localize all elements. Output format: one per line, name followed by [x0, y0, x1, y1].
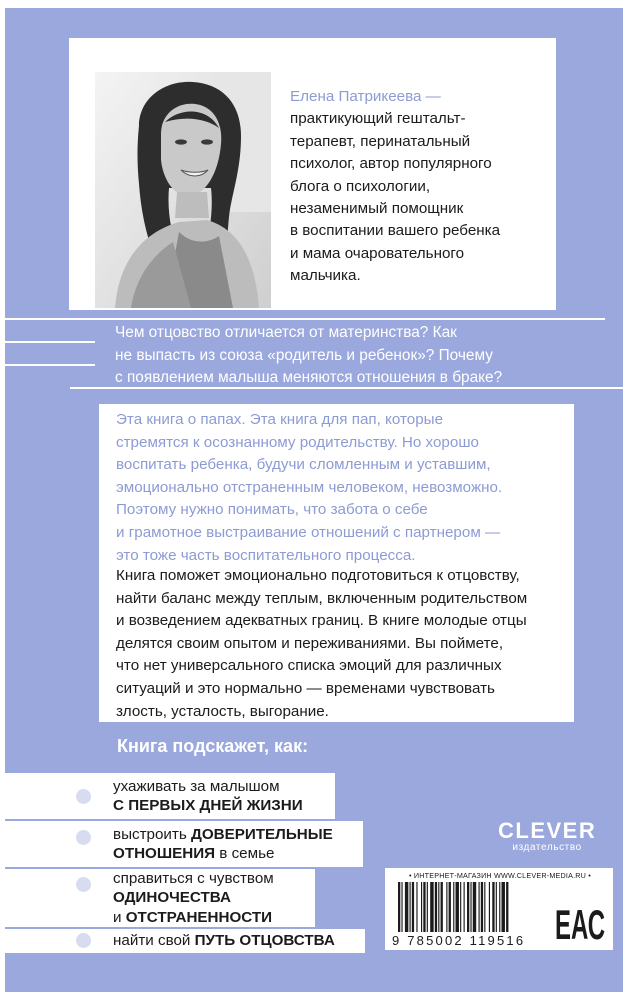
barcode-bar [460, 882, 461, 932]
divider-line [5, 364, 95, 366]
barcode-bar [496, 882, 497, 932]
barcode-bar [446, 882, 447, 932]
bio-line: незаменимый помощник [290, 200, 464, 218]
bio-line: и мама очаровательного [290, 244, 465, 262]
barcode-bar [499, 882, 500, 932]
body-paragraph [116, 565, 572, 723]
divider-line [5, 318, 605, 320]
tip-line: С ПЕРВЫХ ДНЕЙ ЖИЗНИ [113, 797, 303, 815]
barcode-bar [421, 882, 422, 932]
author-name: Елена Патрикеева — [290, 88, 441, 105]
tip-item [5, 821, 363, 867]
barcode-bar [489, 882, 490, 932]
intro-line: это тоже часть воспитательного процесса. [116, 546, 416, 564]
author-bio [290, 86, 545, 288]
intro-line: стремятся к осознанному родительству. Но хорошо [116, 433, 479, 451]
barcode-bar [427, 882, 428, 932]
intro-line: эмоционально отстраненным человеком, невозможно. [116, 478, 503, 496]
bullet-icon [75, 932, 92, 949]
barcode-bar [441, 882, 443, 932]
publisher-logo [498, 820, 596, 854]
bio-line: в воспитании вашего ребенка [290, 222, 501, 240]
barcode-bar [479, 882, 480, 932]
tip-line: найти свой ПУТЬ ОТЦОВСТВА [113, 932, 335, 949]
intro-line: Поэтому нужно понимать, что забота о себе [116, 501, 428, 519]
divider-line [5, 341, 95, 343]
barcode-bar [481, 882, 483, 932]
tip-line: выстроить ДОВЕРИТЕЛЬНЫЕ [113, 826, 333, 843]
barcode-bar [423, 882, 425, 932]
bio-line: мальчика. [290, 267, 361, 285]
svg-text:ЕАС: ЕАС [555, 901, 605, 945]
question-line: Чем отцовство отличается от материнства? Как [115, 324, 457, 341]
bio-line: терапевт, перинатальный [290, 132, 471, 150]
barcode-bar [470, 882, 471, 932]
barcode-bar [464, 882, 465, 932]
shop-url: • ИНТЕРНЕТ-МАГАЗИН WWW.CLEVER-MEDIA.RU • [409, 871, 591, 880]
hint-title: Книга подскажет, как: [117, 736, 309, 756]
barcode-icon [398, 882, 546, 932]
barcode-bar [430, 882, 433, 932]
publisher-sub: издательство [512, 842, 582, 853]
question-line: с появлением малыша меняются отношения в браке? [115, 369, 503, 387]
intro-paragraph [116, 409, 572, 567]
body-line: делятся своим опытом и переживаниями. Вы поймете, [116, 634, 504, 652]
tip-line: ОТНОШЕНИЯ в семье [113, 845, 275, 863]
intro-line: и грамотное выстраивание отношений с партнером — [116, 523, 501, 541]
body-line: что нет универсального списка эмоций для различных [116, 657, 502, 675]
barcode-bar [435, 882, 437, 932]
body-line: злость, усталость, выгорание. [116, 702, 329, 720]
body-line: найти баланс между теплым, включенным родительством [116, 589, 528, 607]
barcode-bar [492, 882, 494, 932]
body-line: Книга поможет эмоционально подготовиться к отцовству, [116, 567, 520, 584]
questions-block [115, 322, 575, 390]
question-line: не выпасть из союза «родитель и ребенок»? Почему [115, 346, 493, 364]
barcode-bar [449, 882, 451, 932]
tip-line: справиться с чувством [113, 870, 274, 887]
tip-line: ОДИНОЧЕСТВА [113, 889, 231, 907]
bullet-icon [75, 876, 92, 893]
bullet-icon [75, 788, 92, 805]
intro-line: Эта книга о папах. Эта книга для пап, которые [116, 411, 444, 428]
barcode-bar [456, 882, 459, 932]
barcode-bar [416, 882, 417, 932]
author-photo [95, 72, 271, 308]
intro-line: воспитать ребенка, будучи сломленным и уставшим, [116, 456, 491, 474]
barcode-bar [412, 882, 414, 932]
eac-mark-icon [555, 893, 607, 945]
body-line: ситуаций и это нормально — временами чувствовать [116, 679, 495, 697]
barcode-bar [467, 882, 469, 932]
bio-line: практикующий гештальт- [290, 110, 466, 128]
barcode-bar [410, 882, 411, 932]
tip-item [5, 869, 315, 927]
publisher-name: CLEVER [498, 818, 597, 843]
barcode-bar [506, 882, 508, 932]
barcode-bar [484, 882, 485, 932]
barcode-bar [502, 882, 505, 932]
tip-item [5, 929, 365, 953]
isbn-number: 9 785002 119516 [392, 933, 526, 948]
barcode-bar [453, 882, 454, 932]
body-line: и возведением адекватных границ. В книге молодые отцы [116, 612, 527, 630]
tip-line: и ОТСТРАНЕННОСТИ [113, 908, 273, 926]
barcode-bar [438, 882, 439, 932]
tip-item [5, 773, 335, 819]
bullet-icon [75, 829, 92, 846]
barcode-bar [473, 882, 476, 932]
barcode-bar [401, 882, 402, 932]
bio-line: психолог, автор популярного [290, 155, 492, 173]
tip-line: ухаживать за малышом [113, 778, 280, 795]
barcode-bar [405, 882, 408, 932]
bio-line: блога о психологии, [290, 177, 431, 195]
barcode-bar [398, 882, 400, 932]
